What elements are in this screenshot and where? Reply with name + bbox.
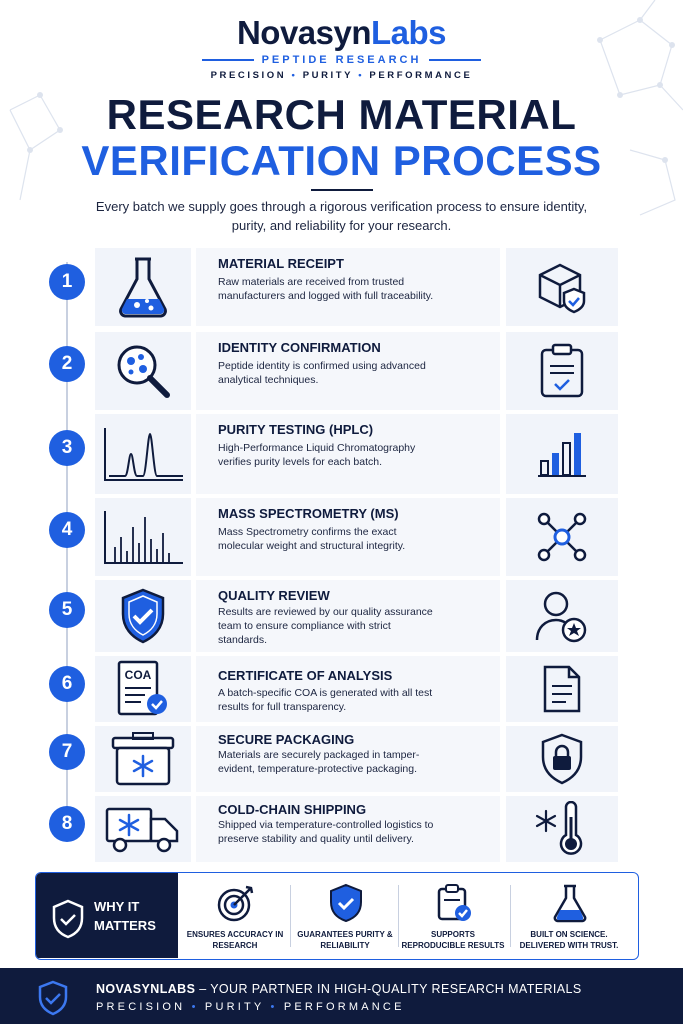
step-number: 3 [49,430,85,466]
document-icon [506,656,618,722]
molecule-icon [506,498,618,576]
step-content [196,248,500,326]
subtitle-rule-left [202,59,254,61]
step-4 [0,498,683,578]
step-description: A batch-specific COA is generated with all test results for full transparency. [218,687,433,713]
step-description: Results are reviewed by our quality assurance team to ensure compliance with strict standards. [218,606,433,646]
tag-separator: • [291,70,298,81]
why-item-text: BUILT ON SCIENCE. DELIVERED WITH TRUST. [519,930,619,950]
why-it-matters-panel [35,872,639,960]
clipboard-check-icon [434,883,474,923]
tag-separator: • [358,70,365,81]
cooler-box-icon [95,726,191,792]
flask-icon [550,883,590,923]
step-title: MATERIAL RECEIPT [218,256,344,271]
footer-tag-separator: • [191,1001,199,1013]
step-description: Raw materials are received from trusted manufacturers and logged with full traceability. [218,276,434,302]
coa-label: COA [124,668,152,682]
why-item-text: ENSURES ACCURACY IN RESEARCH [186,930,284,950]
clipboard-check-icon [506,332,618,410]
user-star-icon [506,580,618,652]
page-title-line1: RESEARCH MATERIAL [106,91,577,138]
flask-icon [95,248,191,326]
step-description: Shipped via temperature-controlled logistics to preserve stability and quality until delivery. [218,819,434,845]
subtitle-rule-right [429,59,481,61]
logo-part-novasyn: Novasyn [236,14,372,51]
brand-tagline [0,70,683,81]
lock-shield-icon [506,726,618,792]
step-content [196,332,500,410]
tag-purity: PURITY [302,70,353,81]
brand-header [0,14,683,81]
footer-tag-purity: PURITY [204,1001,265,1013]
subtitle-text: PEPTIDE RESEARCH [261,54,422,66]
step-description: Materials are securely packaged in tamper-evident, temperature-protective packaging. [218,749,420,775]
step-content [196,580,500,652]
brand-subtitle [0,54,683,66]
bar-chart-icon [506,414,618,494]
step-description: High-Performance Liquid Chromatography verifies purity levels for each batch. [218,442,416,468]
why-separator [290,885,291,947]
page-title-line2: VERIFICATION PROCESS [81,137,602,184]
footer-values [96,1001,405,1013]
footer-tag-precision: PRECISION [96,1001,186,1013]
step-5 [0,580,683,654]
brand-logo [0,14,683,52]
why-item-reproducible [400,873,506,958]
step-content [196,656,500,722]
package-shield-icon [506,248,618,326]
step-number: 8 [49,806,85,842]
step-6 [0,656,683,724]
shield-check-icon [50,899,86,939]
magnifier-icon [95,332,191,410]
step-title: MASS SPECTROMETRY (MS) [218,506,399,521]
step-title: PURITY TESTING (HPLC) [218,422,374,437]
step-8 [0,796,683,864]
step-number: 5 [49,592,85,628]
why-item-purity [292,873,398,958]
footer-brand: NOVASYNLABS [96,982,196,996]
intro-text: Every batch we supply goes through a rigorous verification process to ensure identity, purity, and reliability for your research. [95,199,588,233]
step-description: Mass Spectrometry confirms the exact molecular weight and structural integrity. [218,526,406,552]
tag-precision: PRECISION [210,70,287,81]
footer-tagline [96,982,582,996]
coa-document-icon [95,656,191,722]
step-title: QUALITY REVIEW [218,588,330,603]
step-description: Peptide identity is confirmed using advanced analytical techniques. [218,360,426,386]
title-divider [311,189,373,191]
step-title: IDENTITY CONFIRMATION [218,340,381,355]
thermometer-snow-icon [506,796,618,862]
why-separator [510,885,511,947]
why-separator [398,885,399,947]
why-item-science [516,873,622,958]
step-2 [0,332,683,412]
why-item-accuracy [182,873,288,958]
shield-check-icon [326,883,366,923]
step-number: 7 [49,734,85,770]
footer-tag-performance: PERFORMANCE [283,1001,405,1013]
step-number: 6 [49,666,85,702]
step-content [196,796,500,862]
footer [0,968,683,1024]
step-1 [0,248,683,330]
step-number: 1 [49,264,85,300]
footer-tag-separator: • [270,1001,278,1013]
target-icon [216,883,256,923]
why-item-text: SUPPORTS REPRODUCIBLE RESULTS [401,930,505,950]
step-title: CERTIFICATE OF ANALYSIS [218,668,393,683]
step-number: 2 [49,346,85,382]
step-title: SECURE PACKAGING [218,732,355,747]
truck-icon [95,796,191,862]
shield-check-icon [36,980,70,1016]
tag-performance: PERFORMANCE [369,70,473,81]
shield-check-icon [95,580,191,652]
why-item-text: GUARANTEES PURITY & RELIABILITY [297,930,393,950]
step-content [196,726,500,792]
logo-part-labs: Labs [371,14,447,51]
step-content [196,414,500,494]
step-title: COLD-CHAIN SHIPPING [218,802,367,817]
step-number: 4 [49,512,85,548]
why-label-text: WHY IT MATTERS [94,899,156,933]
footer-tagline-text: – YOUR PARTNER IN HIGH-QUALITY RESEARCH MATERIALS [195,982,582,996]
step-content [196,498,500,576]
why-label-block [36,873,178,958]
step-3 [0,414,683,496]
step-7 [0,726,683,794]
chromatogram-icon [95,414,191,494]
spectrum-icon [95,498,191,576]
